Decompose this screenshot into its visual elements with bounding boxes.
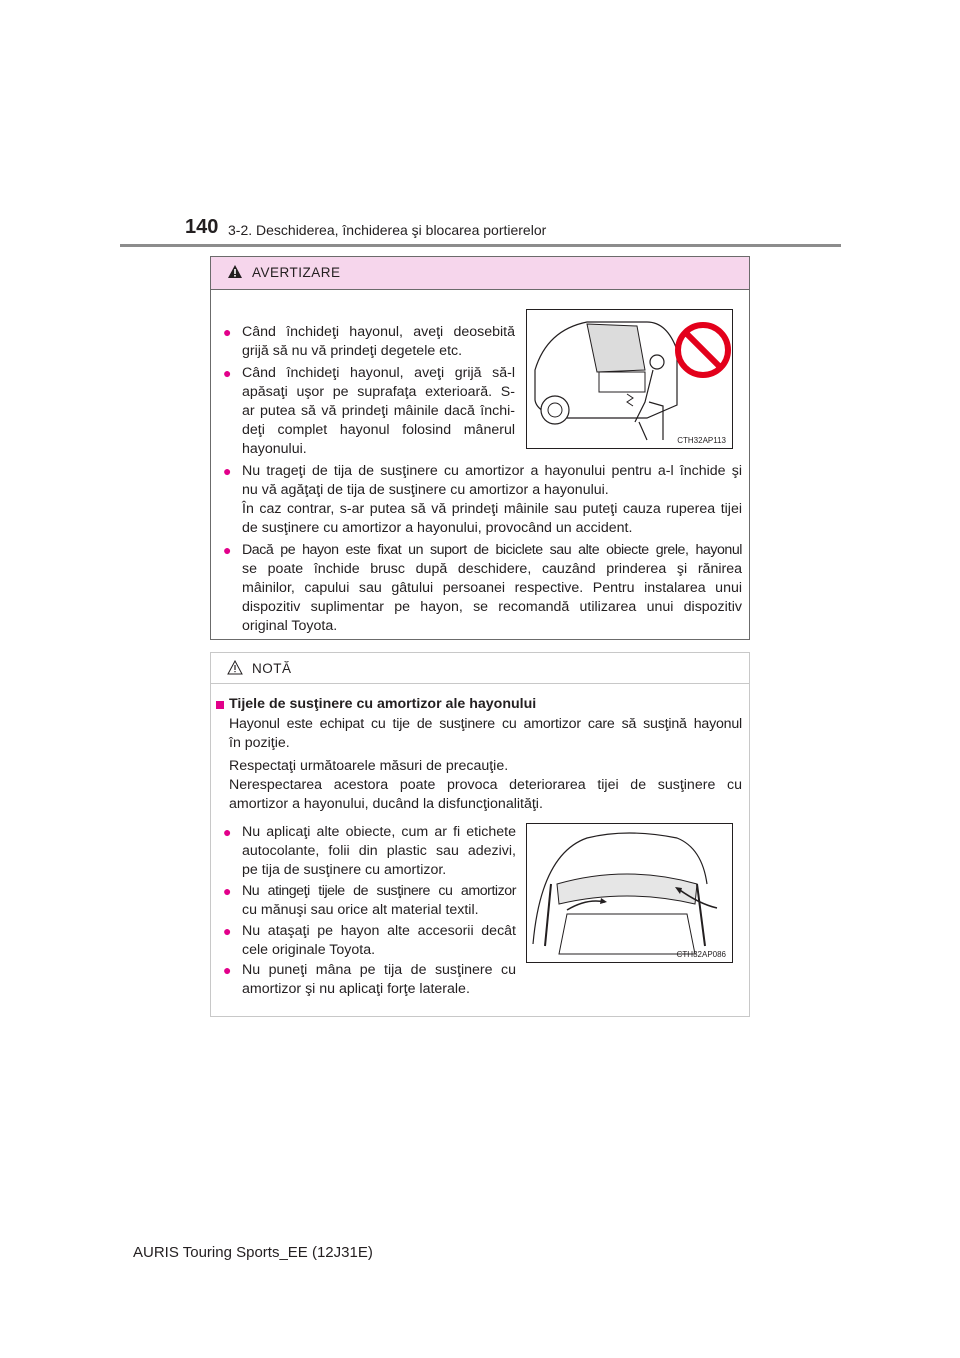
page-number: 140 <box>185 216 219 238</box>
note-item-1-line-1: Nu aplicaţi alte obiecte, cum ar fi etichete <box>242 824 516 840</box>
note-header <box>211 653 749 684</box>
note-intro-2 <box>229 757 742 814</box>
note-heading: Tijele de susţinere cu amortizor ale hayonului <box>229 696 537 712</box>
bullet: ● <box>223 542 232 558</box>
bullet: ● <box>223 962 232 978</box>
warning-item-1-line-1: Când închideţi hayonul, aveţi deosebită <box>242 324 515 340</box>
bullet: ● <box>223 324 232 340</box>
bullet: ● <box>223 824 232 840</box>
note-item-2-line-1: Nu atingeţi tijele de susţinere cu amortizor <box>242 883 516 899</box>
prohibition-sign-icon <box>673 320 733 380</box>
warning-item-2 <box>242 364 515 459</box>
warning-illustration <box>526 309 733 449</box>
note-item-4-line-1: Nu puneţi mâna pe tija de susţinere cu <box>242 962 516 978</box>
warning-item-2-line-4: deţi complet hayonul folosind mânerul <box>242 422 515 438</box>
note-intro-line-1: Hayonul este echipat cu tije de susţinere cu amortizor care să susţină hayonul <box>229 716 742 732</box>
note-box <box>210 652 750 1017</box>
note-item-4-line-2: amortizor şi nu aplicaţi forţe laterale. <box>242 981 470 997</box>
note-item-3 <box>242 922 516 960</box>
warning-item-3 <box>242 462 742 538</box>
warning-item-1 <box>242 323 515 361</box>
note-intro-line-2: în poziţie. <box>229 735 290 751</box>
warning-item-1-line-2: grijă să nu vă prindeţi degetele etc. <box>242 343 463 359</box>
warning-item-2-line-2: apăsaţi uşor pe suprafaţa exterioară. S- <box>242 384 515 400</box>
note-item-1-line-2: autocolante, folii din plastic sau adezivi, <box>242 843 516 859</box>
note-intro-2-line-1: Respectaţi următoarele măsuri de precauţie. <box>229 758 509 774</box>
warning-header <box>211 257 749 290</box>
warning-item-2-line-1: Când închideţi hayonul, aveţi grijă să-l <box>242 365 515 381</box>
note-title: NOTĂ <box>252 661 292 676</box>
bullet: ● <box>223 883 232 899</box>
warning-item-4-line-3: mâinilor, capului sau gâtului persoanei respective. Pentru instalarea unui <box>242 580 742 596</box>
note-item-1-line-3: pe tija de susţinere cu amortizor. <box>242 862 447 878</box>
caution-triangle-icon <box>227 660 243 675</box>
illustration-code: CTH32AP113 <box>677 436 726 445</box>
warning-item-4 <box>242 541 742 636</box>
note-intro-2-line-2: Nerespectarea acestora poate provoca deteriorarea tijei de susţinere cu <box>229 777 742 793</box>
note-item-3-line-2: cele originale Toyota. <box>242 942 376 958</box>
warning-item-3-line-4: de susţinere cu amortizor a hayonului, provocând un accident. <box>242 520 633 536</box>
square-bullet <box>216 701 224 709</box>
note-illustration <box>526 823 733 963</box>
header-rule <box>120 244 841 247</box>
note-item-2 <box>242 882 516 920</box>
warning-item-2-line-5: hayonului. <box>242 441 307 457</box>
note-item-1 <box>242 823 516 880</box>
warning-item-4-line-1: Dacă pe hayon este fixat un suport de biciclete sau alte obiecte grele, hayonul <box>242 542 742 558</box>
note-intro <box>229 715 742 753</box>
bullet: ● <box>223 365 232 381</box>
warning-title: AVERTIZARE <box>252 265 341 280</box>
note-intro-2-line-3: amortizor a hayonului, ducând la disfuncţionalităţi. <box>229 796 543 812</box>
illustration-code: CTH32AP086 <box>676 950 726 959</box>
warning-item-4-line-4: dispozitiv suplimentar pe hayon, se recomandă utilizarea unui dispozitiv <box>242 599 742 615</box>
warning-triangle-icon <box>227 264 243 279</box>
warning-item-3-line-3: În caz contrar, s-ar putea să vă prindeţi mâinile sau puteţi cauza ruperea tijei <box>242 501 742 517</box>
note-item-3-line-1: Nu ataşaţi pe hayon alte accesorii decât <box>242 923 516 939</box>
warning-item-2-line-3: ar putea să vă prindeţi mâinile dacă închi- <box>242 403 515 419</box>
footer-model: AURIS Touring Sports_EE (12J31E) <box>133 1244 373 1261</box>
note-item-4 <box>242 961 516 999</box>
warning-item-3-line-1: Nu trageţi de tija de susţinere cu amortizor a hayonului pentru a-l închide şi <box>242 463 742 479</box>
warning-box <box>210 256 750 640</box>
note-item-2-line-2: cu mănuşi sau orice alt material textil. <box>242 902 479 918</box>
warning-item-4-line-2: se poate închide brusc după deschidere, cauzând prinderea şi rănirea <box>242 561 742 577</box>
warning-item-4-line-5: original Toyota. <box>242 618 338 634</box>
bullet: ● <box>223 923 232 939</box>
bullet: ● <box>223 463 232 479</box>
section-title: 3-2. Deschiderea, închiderea şi blocarea portierelor <box>228 222 547 238</box>
warning-item-3-line-2: nu vă agăţaţi de tija de susţinere cu amortizor a hayonului. <box>242 482 609 498</box>
